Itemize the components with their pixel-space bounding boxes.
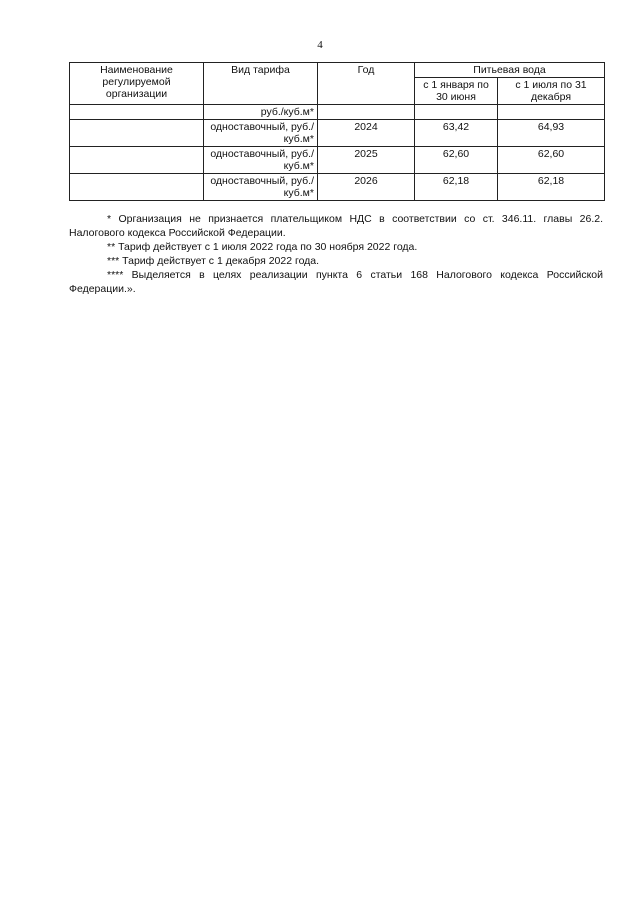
tariff-table xyxy=(69,62,605,201)
header-period-1: с 1 января по 30 июня xyxy=(415,78,498,105)
cell-period-2: 62,60 xyxy=(498,147,605,174)
cell-year: 2024 xyxy=(318,120,415,147)
cell-org xyxy=(70,120,204,147)
cell-year: 2026 xyxy=(318,174,415,201)
cell-year xyxy=(318,105,415,120)
header-tariff-type: Вид тарифа xyxy=(204,63,318,105)
cell-year: 2025 xyxy=(318,147,415,174)
header-org: Наименование регулируемой организации xyxy=(70,63,204,105)
header-period-2: с 1 июля по 31 декабря xyxy=(498,78,605,105)
table-header-row xyxy=(70,63,605,78)
cell-period-1: 62,60 xyxy=(415,147,498,174)
cell-tariff-type: руб./куб.м* xyxy=(204,105,318,120)
page-number: 4 xyxy=(317,39,323,51)
table-row xyxy=(70,105,605,120)
cell-org xyxy=(70,147,204,174)
table-row xyxy=(70,147,605,174)
cell-org xyxy=(70,105,204,120)
footnote-tariff-july: ** Тариф действует с 1 июля 2022 года по 30 ноября 2022 года. xyxy=(107,241,418,253)
cell-tariff-type: одноставочный, руб./куб.м* xyxy=(204,174,318,201)
cell-period-1: 63,42 xyxy=(415,120,498,147)
footnote-vat: * Организация не признается плательщиком НДС в соответствии со ст. 346.11. главы 26.2. Налогового кодекса Российской Федерации. xyxy=(69,213,603,239)
cell-period-1 xyxy=(415,105,498,120)
cell-period-2: 64,93 xyxy=(498,120,605,147)
cell-tariff-type: одноставочный, руб./куб.м* xyxy=(204,147,318,174)
table-row xyxy=(70,174,605,201)
cell-tariff-type: одноставочный, руб./куб.м* xyxy=(204,120,318,147)
footnote-tariff-december: *** Тариф действует с 1 декабря 2022 года. xyxy=(107,255,320,267)
cell-period-2 xyxy=(498,105,605,120)
cell-period-1: 62,18 xyxy=(415,174,498,201)
cell-period-2: 62,18 xyxy=(498,174,605,201)
header-year: Год xyxy=(318,63,415,105)
cell-org xyxy=(70,174,204,201)
header-drinking-water: Питьевая вода xyxy=(415,63,605,78)
footnotes xyxy=(69,212,603,296)
footnote-tax-code: **** Выделяется в целях реализации пункта 6 статьи 168 Налогового кодекса Российской Федерации.». xyxy=(69,269,603,295)
table-row xyxy=(70,120,605,147)
